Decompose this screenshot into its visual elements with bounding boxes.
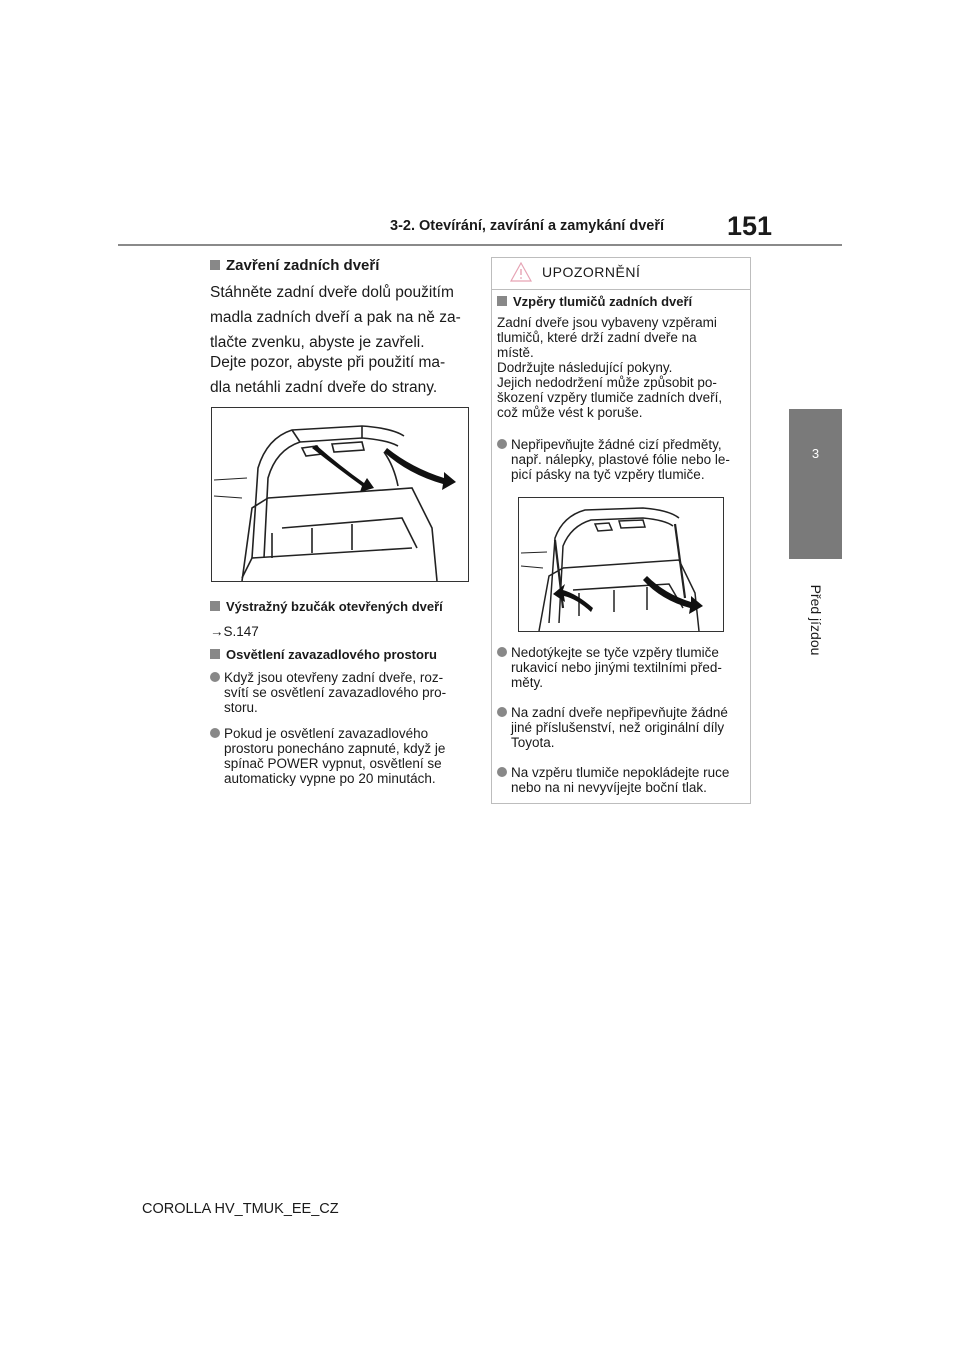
warning-triangle-icon xyxy=(510,262,532,282)
list-item: Na zadní dveře nepřipevňujte žádné jiné příslušenství, než originální díly Toyota. xyxy=(497,705,749,750)
square-bullet-icon xyxy=(210,260,220,270)
round-bullet-icon xyxy=(497,647,507,657)
strut-illustration xyxy=(518,497,724,632)
round-bullet-icon xyxy=(210,672,220,682)
chapter-label: Před jízdou xyxy=(807,584,824,656)
list-item: Nedotýkejte se tyče vzpěry tlumiče rukavicí nebo jinými textilními před- měty. xyxy=(497,645,749,690)
page-number: 151 xyxy=(727,211,773,241)
tailgate-strut-drawing xyxy=(519,498,723,631)
buzzer-reference: →S.147 xyxy=(210,624,259,639)
chapter-number: 3 xyxy=(811,446,820,461)
footer-model-code: COROLLA HV_TMUK_EE_CZ xyxy=(142,1201,339,1217)
round-bullet-icon xyxy=(497,707,507,717)
section-title: 3-2. Otevírání, zavírání a zamykání dveří xyxy=(390,218,665,234)
list-item: Pokud je osvětlení zavazadlového prostoru ponecháno zapnuté, když je spínač POWER vypnut, osvětlení se automaticky vypne po 20 minutách. xyxy=(210,726,470,786)
warning-title: UPOZORNĚNÍ xyxy=(542,264,641,280)
chapter-label-wrap xyxy=(789,565,842,675)
list-item: Na vzpěru tlumiče nepokládejte ruce nebo na ni nevyvíjejte boční tlak. xyxy=(497,765,749,795)
square-bullet-icon xyxy=(497,296,507,306)
round-bullet-icon xyxy=(210,728,220,738)
chapter-tab-block xyxy=(789,498,842,559)
strut-heading: Vzpěry tlumičů zadních dveří xyxy=(497,294,692,309)
round-bullet-icon xyxy=(497,767,507,777)
list-item: Když jsou otevřeny zadní dveře, roz- svítí se osvětlení zavazadlového pro- storu. xyxy=(210,670,470,715)
luggage-light-heading: Osvětlení zavazadlového prostoru xyxy=(210,647,437,662)
closing-paragraph-2: Dejte pozor, abyste při použití ma- dla netáhli zadní dveře do strany. xyxy=(210,354,446,396)
list-item: Nepřipevňujte žádné cizí předměty, např. nálepky, plastové fólie nebo le- picí pásky na tyč vzpěry tlumiče. xyxy=(497,437,749,482)
strut-intro: Zadní dveře jsou vybaveny vzpěrami tlumičů, které drží zadní dveře na místě. Dodržujte následující pokyny. Jejich nedodržení může způsobit po- škození vzpěry tlumiče zadních dveří, což může vést k poruše. xyxy=(497,315,723,420)
square-bullet-icon xyxy=(210,649,220,659)
chapter-tab xyxy=(789,409,842,498)
tailgate-closing-illustration xyxy=(211,407,469,582)
round-bullet-icon xyxy=(497,439,507,449)
square-bullet-icon xyxy=(210,601,220,611)
warning-header xyxy=(492,258,750,290)
header-rule xyxy=(118,244,842,246)
tailgate-open-drawing xyxy=(212,408,468,581)
closing-paragraph-1: Stáhněte zadní dveře dolů použitím madla zadních dveří a pak na ně za- tlačte zvenku, abyste je zavřeli. xyxy=(210,284,461,351)
closing-heading: Zavření zadních dveří xyxy=(210,257,379,274)
buzzer-heading: Výstražný bzučák otevřených dveří xyxy=(210,599,443,614)
